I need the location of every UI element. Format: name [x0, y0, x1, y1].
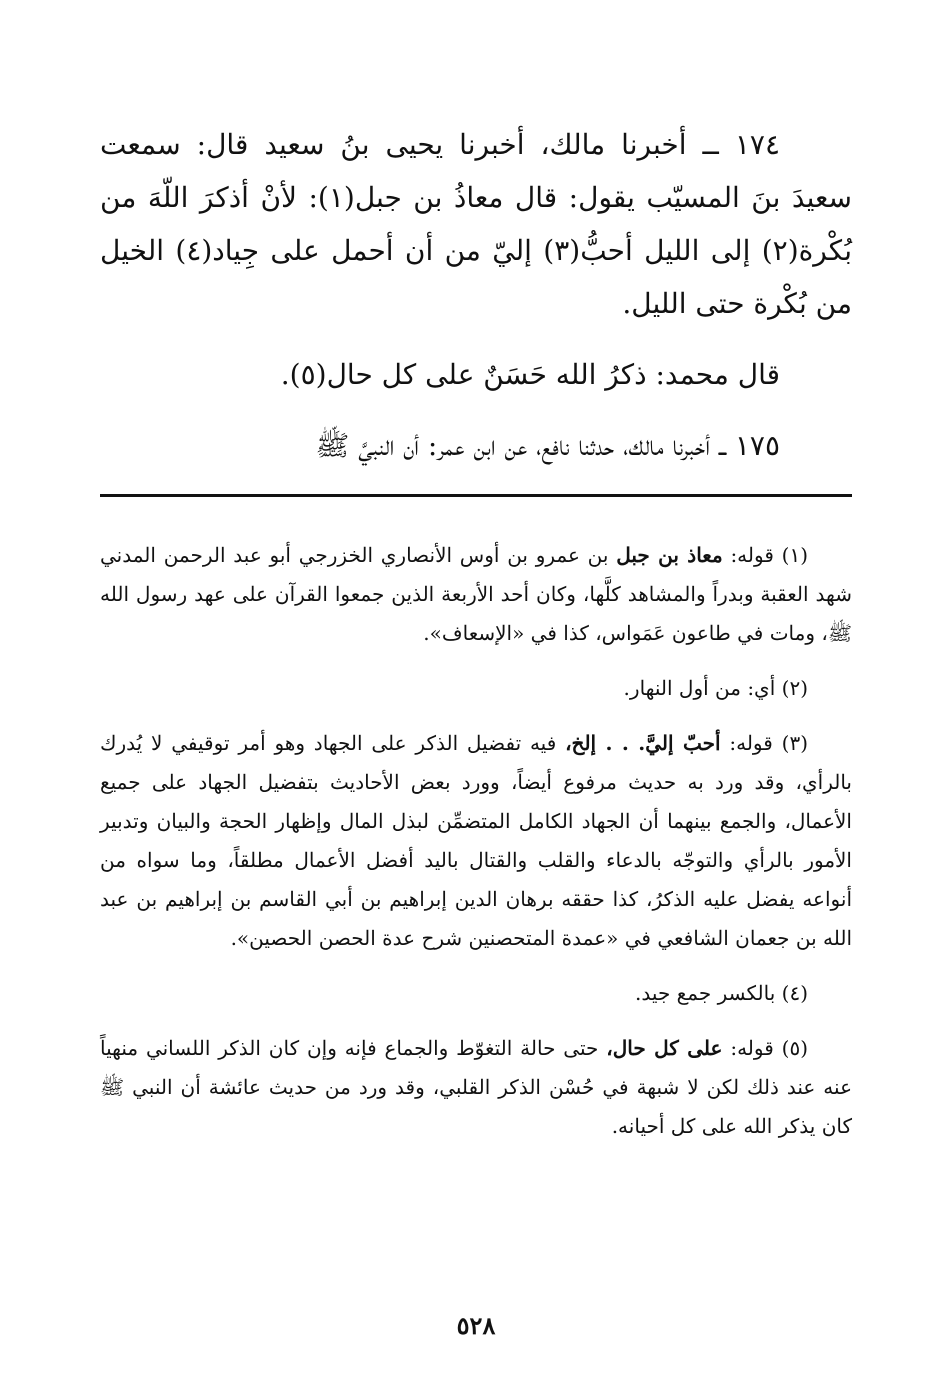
- footnote-term: معاذ بن جبل: [616, 543, 723, 567]
- footnote-text: أي: من أول النهار.: [623, 676, 776, 700]
- footnote-4: [100, 974, 852, 1013]
- footnote-text: بالكسر جمع جيد.: [635, 981, 776, 1005]
- footnote-term: على كل حال،: [606, 1036, 723, 1060]
- qala-muhammad: قال محمد: ذكرُ الله حَسَنٌ على كل حال(٥).: [280, 358, 780, 391]
- footnote-number: (٥): [781, 1036, 809, 1060]
- footnote-5: [100, 1029, 852, 1146]
- footnote-number: (٤): [781, 981, 808, 1005]
- footnote-separator: [100, 494, 852, 497]
- footnote-3: [100, 724, 852, 958]
- footnote-term: أحبّ إليَّ. . . إلخ،: [565, 731, 721, 755]
- hadith-175: ١٧٥ ــ أخبرنا مالك، حدثنا نافع، عن ابن عمر: أن النبيَّ ﷺ: [315, 429, 780, 462]
- footnote-number: (٣): [781, 731, 808, 755]
- footnote-text: فيه تفضيل الذكر على الجهاد وهو أمر توقيفي لا يُدرك بالرأي، وقد ورد به حديث مرفوع أيضاً، وورد بعض الأحاديث بتفضيل الجهاد على جميع الأعمال، والجمع بينهما أن الجهاد الكامل المتضمِّن لبذل المال وإظهار الحجة والبيان وتدبير الأمور بالرأي والتوجّه بالدعاء والقلب والقتال باليد أفضل الأعمال مطلقاً، وما سواه من أنواعه يفضل عليه الذكرُ، كذا حققه برهان الدين إبراهيم بن أبي القاسم بن إبراهيم بن عبد الله بن جعمان الشافعي في «عمدة المتحصنين شرح عدة الحصن الحصين».: [100, 731, 852, 950]
- main-text: [100, 118, 852, 490]
- footnote-lead: قوله:: [730, 543, 774, 567]
- hadith-174: ١٧٤ ــ أخبرنا مالك، أخبرنا يحيى بنُ سعيد قال: سمعت سعيدَ بنَ المسيّب يقول: قال معاذُ بن جبل(١): لأنْ أذكرَ اللّهَ من بُكْرة(٢) إلى الليل أحبُّ(٣) إليّ من أن أحمل على جِياد(٤) الخيل من بُكْرة حتى الليل.: [100, 128, 853, 320]
- footnote-number: (٢): [781, 676, 808, 700]
- book-page: [100, 118, 852, 1350]
- footnote-2: [100, 669, 852, 708]
- footnote-lead: قوله:: [729, 731, 773, 755]
- footnote-lead: قوله:: [730, 1036, 774, 1060]
- footnote-1: [100, 536, 852, 653]
- footnote-text: حتى حالة التغوّط والجماع فإنه وإن كان الذكر اللساني منهياً عنه عند ذلك لكن لا شبهة في حُسْن الذكر القلبي، وقد ورد من حديث عائشة أن النبي ﷺ كان يذكر الله على كل أحيانه.: [100, 1036, 852, 1138]
- footnote-number: (١): [781, 543, 809, 567]
- footnotes: [100, 536, 852, 1162]
- footnote-text: بن عمرو بن أوس الأنصاري الخزرجي أبو عبد الرحمن المدني شهد العقبة وبدراً والمشاهد كلَّها، وكان أحد الأربعة الذين جمعوا القرآن على عهد رسول الله ﷺ، ومات في طاعون عَمَواس، كذا في «الإسعاف».: [100, 543, 852, 645]
- page-number: ٥٢٨: [456, 1311, 496, 1340]
